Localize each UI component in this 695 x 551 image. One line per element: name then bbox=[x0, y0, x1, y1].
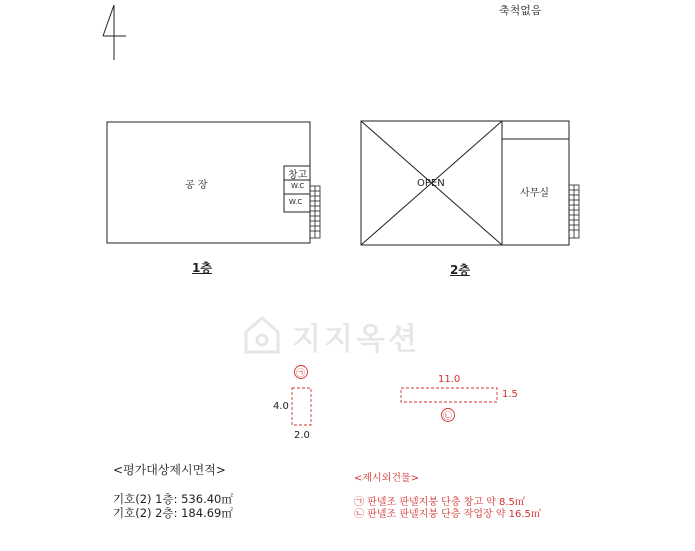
excluded-section-title: <제시외건물> bbox=[354, 473, 420, 484]
annex2-marker: ㉡ bbox=[443, 412, 453, 422]
annex1-marker: ㉠ bbox=[296, 369, 306, 379]
factory-label: 공 장 bbox=[185, 180, 208, 191]
annex2-length-label: 11.0 bbox=[438, 374, 461, 385]
open-label: OPEN bbox=[417, 178, 445, 189]
floor1-plan bbox=[107, 122, 310, 243]
floor1-title: 1층 bbox=[192, 261, 212, 275]
area-line-2: 기호(2) 2층: 184.69㎡ bbox=[113, 506, 233, 520]
north-arrow-icon bbox=[103, 5, 126, 60]
wc-label-top: W.C bbox=[291, 182, 305, 190]
floor2-stair-icon bbox=[569, 185, 579, 238]
annex1-outline bbox=[292, 388, 311, 425]
annex1-height-label: 4.0 bbox=[273, 401, 289, 412]
excluded-line-1: ㉠ 판넬조 판넬지붕 단층 창고 약 8.5㎡ bbox=[354, 497, 525, 508]
office-outline bbox=[502, 121, 569, 245]
floor1-outline bbox=[107, 122, 310, 243]
scale-note: 축척없음 bbox=[499, 4, 542, 17]
floor2-title: 2층 bbox=[450, 263, 470, 277]
floor1-stair-icon bbox=[310, 186, 320, 238]
annex2-depth-label: 1.5 bbox=[502, 389, 518, 400]
annex2-outline bbox=[401, 388, 497, 402]
excluded-line-2: ㉡ 판넬조 판넬지붕 단층 작업장 약 16.5㎡ bbox=[354, 509, 541, 520]
annex1-width-label: 2.0 bbox=[294, 430, 310, 441]
area-line-1: 기호(2) 1층: 536.40㎡ bbox=[113, 492, 233, 506]
annex-drawings bbox=[292, 366, 497, 426]
floor2-plan bbox=[361, 121, 569, 245]
office-label: 사무실 bbox=[520, 188, 549, 199]
storage-label: 창고 bbox=[288, 170, 308, 181]
area-section-title: <평가대상제시면적> bbox=[113, 463, 226, 477]
watermark-text: 지지옥션 bbox=[292, 322, 420, 357]
watermark-logo-icon bbox=[246, 318, 278, 352]
wc-label-bottom: W.C bbox=[289, 198, 303, 206]
